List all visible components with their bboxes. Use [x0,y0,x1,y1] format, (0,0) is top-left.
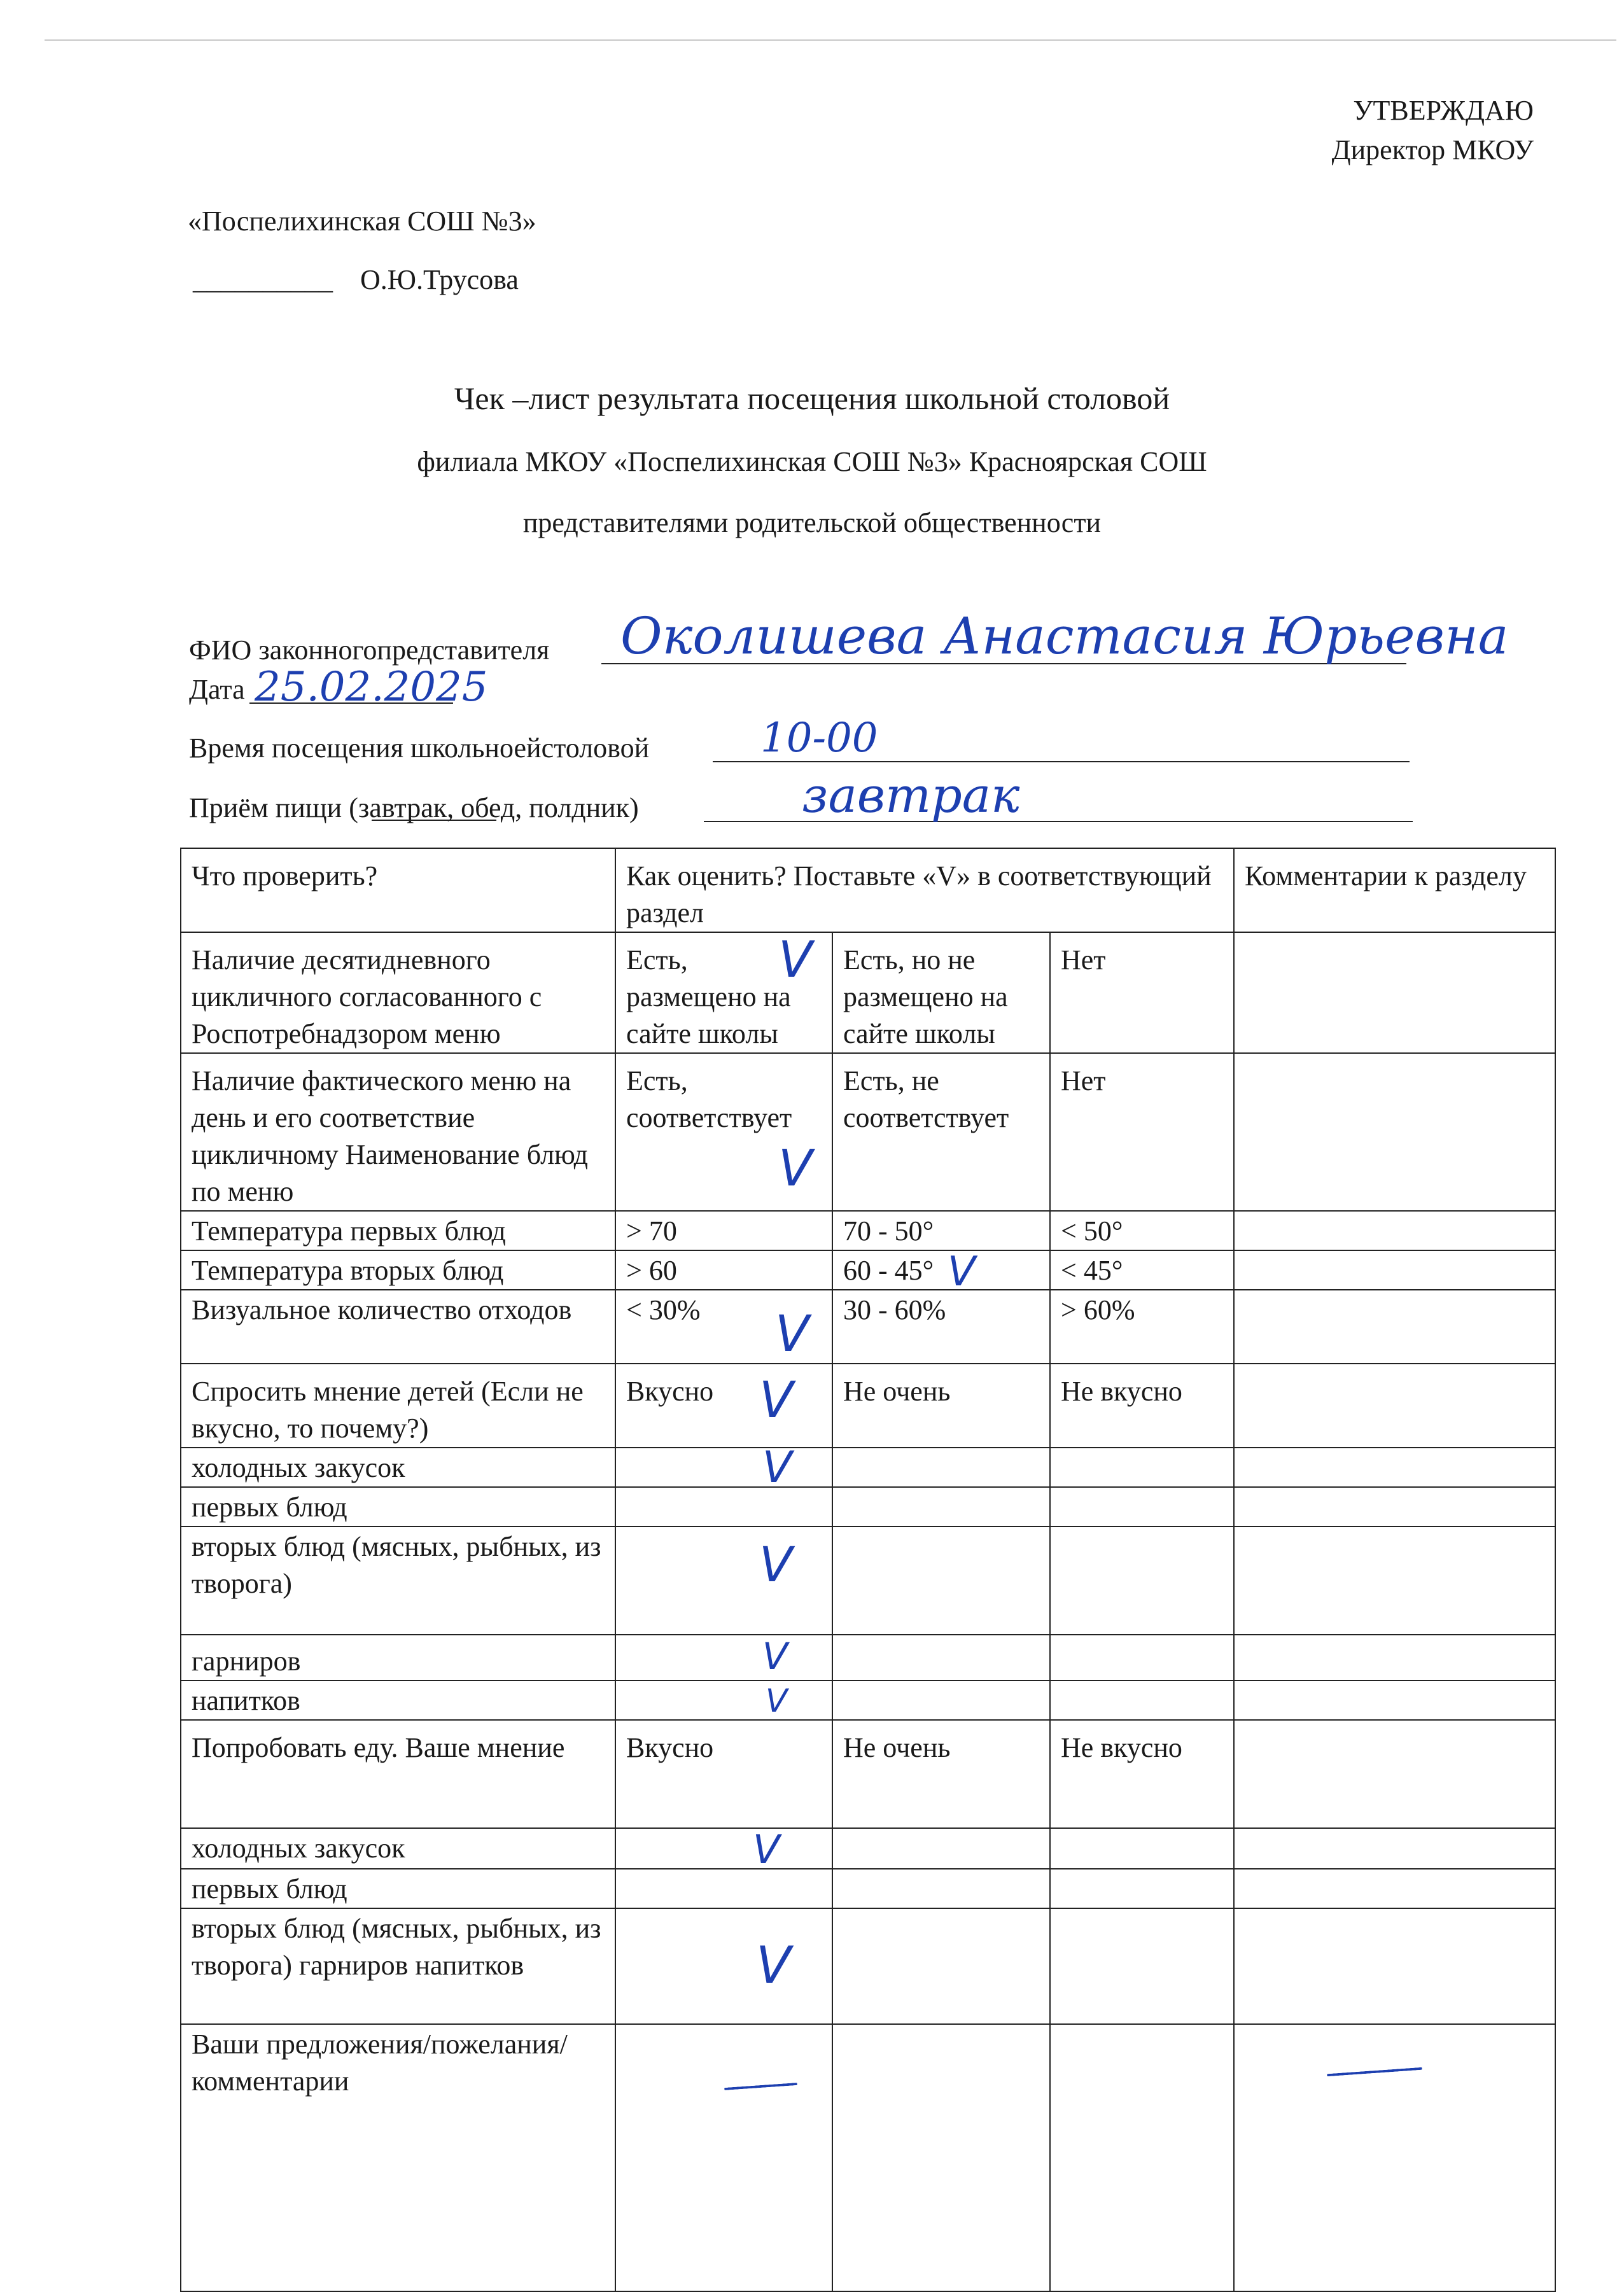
table-row [181,1908,1555,2024]
row-comment [1234,1448,1555,1487]
form-title: Чек –лист результата посещения школьной столовой [454,381,1170,416]
row-option-1-text: Вкусно [626,1376,714,1407]
row-option-1 [615,1527,832,1635]
row-option-3: Нет [1050,932,1234,1053]
approval-position: Директор МКОУ [1331,134,1534,165]
row-comment [1234,2024,1555,2291]
row-option-1 [615,1908,832,2024]
row-what: Наличие фактического меню на день и его соответствие цикличному Наименование блюд по меню [181,1053,615,1211]
row-option-1: Вкусно [615,1720,832,1828]
table-row [181,1364,1555,1448]
row-option-1 [615,932,832,1053]
row-option-1-text: Есть, соответствует [626,1065,792,1133]
row-option-1-text: < 30% [626,1294,701,1325]
row-option-2 [832,1681,1050,1720]
row-option-3 [1050,1448,1234,1487]
check-mark: V [759,1536,792,1593]
signature-line: __________ [193,264,333,295]
row-what: первых блюд [181,1869,615,1908]
row-what: Температура вторых блюд [181,1250,615,1290]
row-option-3 [1050,1527,1234,1635]
row-comment [1234,1211,1555,1250]
row-option-2 [832,1527,1050,1635]
row-option-1 [615,1487,832,1527]
row-option-1: > 70 [615,1211,832,1250]
handwritten-dash [724,2083,797,2090]
row-what: Спросить мнение детей (Если не вкусно, то почему?) [181,1364,615,1448]
row-option-2 [832,1250,1050,1290]
row-option-3: Не вкусно [1050,1364,1234,1448]
check-mark: V [948,1250,976,1290]
table-row [181,1290,1555,1364]
row-option-2 [832,2024,1050,2291]
row-option-1 [615,1053,832,1211]
row-comment [1234,1720,1555,1828]
row-comment [1234,1681,1555,1720]
table-row [181,932,1555,1053]
date-label: Дата [189,674,245,705]
row-what: вторых блюд (мясных, рыбных, из творога) гарниров напитков [181,1908,615,2024]
row-what: Ваши предложения/пожелания/ комментарии [181,2024,615,2291]
row-option-2 [832,1869,1050,1908]
table-row [181,1487,1555,1527]
scan-edge-line [45,39,1616,41]
row-what: гарниров [181,1635,615,1681]
header-comments: Комментарии к разделу [1234,848,1555,932]
row-option-2: Не очень [832,1720,1050,1828]
row-comment [1234,1290,1555,1364]
row-option-3: < 45° [1050,1250,1234,1290]
row-option-2: Есть, не соответствует [832,1053,1050,1211]
row-what: Попробовать еду. Ваше мнение [181,1720,615,1828]
row-option-3 [1050,1635,1234,1681]
date-value-handwritten: 25.02.2025 [255,664,488,711]
check-mark: V [778,932,813,989]
row-comment [1234,1053,1555,1211]
row-comment [1234,1364,1555,1448]
director-name: О.Ю.Трусова [360,264,519,295]
row-option-2 [832,1635,1050,1681]
check-mark: V [762,1635,788,1678]
meal-option-underline [372,820,496,821]
row-option-3 [1050,1908,1234,2024]
row-option-3 [1050,1828,1234,1869]
row-option-1 [615,1364,832,1448]
row-comment [1234,1487,1555,1527]
row-option-3 [1050,1487,1234,1527]
table-row [181,1828,1555,1869]
row-what: Визуальное количество отходов [181,1290,615,1364]
row-option-2-text: 60 - 45° [843,1255,934,1286]
row-option-1 [615,1635,832,1681]
row-option-2 [832,1448,1050,1487]
row-option-1: > 60 [615,1250,832,1290]
row-what: напитков [181,1681,615,1720]
meal-label: Приём пищи (завтрак, обед, полдник) [189,792,639,823]
rep-label: ФИО законногопредставителя [189,634,550,666]
table-row [181,1211,1555,1250]
row-option-1 [615,2024,832,2291]
row-option-1 [615,1290,832,1364]
row-option-2 [832,1487,1050,1527]
table-row [181,1527,1555,1635]
check-mark: V [762,1448,792,1487]
row-option-2 [832,1828,1050,1869]
row-option-1 [615,1681,832,1720]
row-option-3: Не вкусно [1050,1720,1234,1828]
row-option-1 [615,1828,832,1869]
time-value-handwritten: 10-00 [760,715,878,762]
check-mark: V [778,1140,813,1198]
row-what: первых блюд [181,1487,615,1527]
row-comment [1234,1635,1555,1681]
table-row [181,1869,1555,1908]
row-comment [1234,1527,1555,1635]
row-option-2 [832,1908,1050,2024]
row-what: холодных закусок [181,1828,615,1869]
row-option-1-text: Есть, размещено на сайте школы [626,944,791,1049]
row-option-3 [1050,1681,1234,1720]
table-row [181,1681,1555,1720]
table-row [181,1720,1555,1828]
form-subtitle: филиала МКОУ «Поспелихинская СОШ №3» Красноярская СОШ [417,446,1207,477]
approval-title: УТВЕРЖДАЮ [1353,95,1534,126]
row-comment [1234,1828,1555,1869]
row-comment [1234,1250,1555,1290]
row-option-3: > 60% [1050,1290,1234,1364]
check-mark: V [753,1828,780,1869]
row-option-2: Есть, но не размещено на сайте школы [832,932,1050,1053]
check-mark: V [766,1682,788,1719]
row-option-1 [615,1869,832,1908]
row-option-3 [1050,1869,1234,1908]
row-what: Температура первых блюд [181,1211,615,1250]
table-row [181,1448,1555,1487]
checklist-table [180,848,1556,2292]
header-what: Что проверить? [181,848,615,932]
rep-value-handwritten: Околишева Анастасия Юрьевна [620,606,1509,666]
form-subtitle-2: представителями родительской общественности [522,507,1102,538]
row-option-1 [615,1448,832,1487]
table-row [181,1635,1555,1681]
row-option-2: 70 - 50° [832,1211,1050,1250]
row-option-2: 30 - 60% [832,1290,1050,1364]
time-label: Время посещения школьноейстоловой [189,732,650,764]
table-row [181,1053,1555,1211]
check-mark: V [775,1306,809,1363]
header-how: Как оценить? Поставьте «V» в соответствующий раздел [615,848,1234,932]
handwritten-dash [1327,2067,1422,2076]
check-mark: V [756,1936,791,1995]
row-option-3: Нет [1050,1053,1234,1211]
row-what: вторых блюд (мясных, рыбных, из творога) [181,1527,615,1635]
row-what: холодных закусок [181,1448,615,1487]
table-header-row [181,848,1555,932]
table-row [181,1250,1555,1290]
row-what: Наличие десятидневного цикличного согласованного с Роспотребнадзором меню [181,932,615,1053]
row-comment [1234,932,1555,1053]
meal-value-handwritten: завтрак [802,767,1020,823]
row-option-3 [1050,2024,1234,2291]
row-comment [1234,1908,1555,2024]
row-option-3: < 50° [1050,1211,1234,1250]
row-option-2: Не очень [832,1364,1050,1448]
approval-school: «Поспелихинская СОШ №3» [188,206,536,237]
row-comment [1234,1869,1555,1908]
check-mark: V [759,1372,794,1429]
table-row [181,2024,1555,2291]
